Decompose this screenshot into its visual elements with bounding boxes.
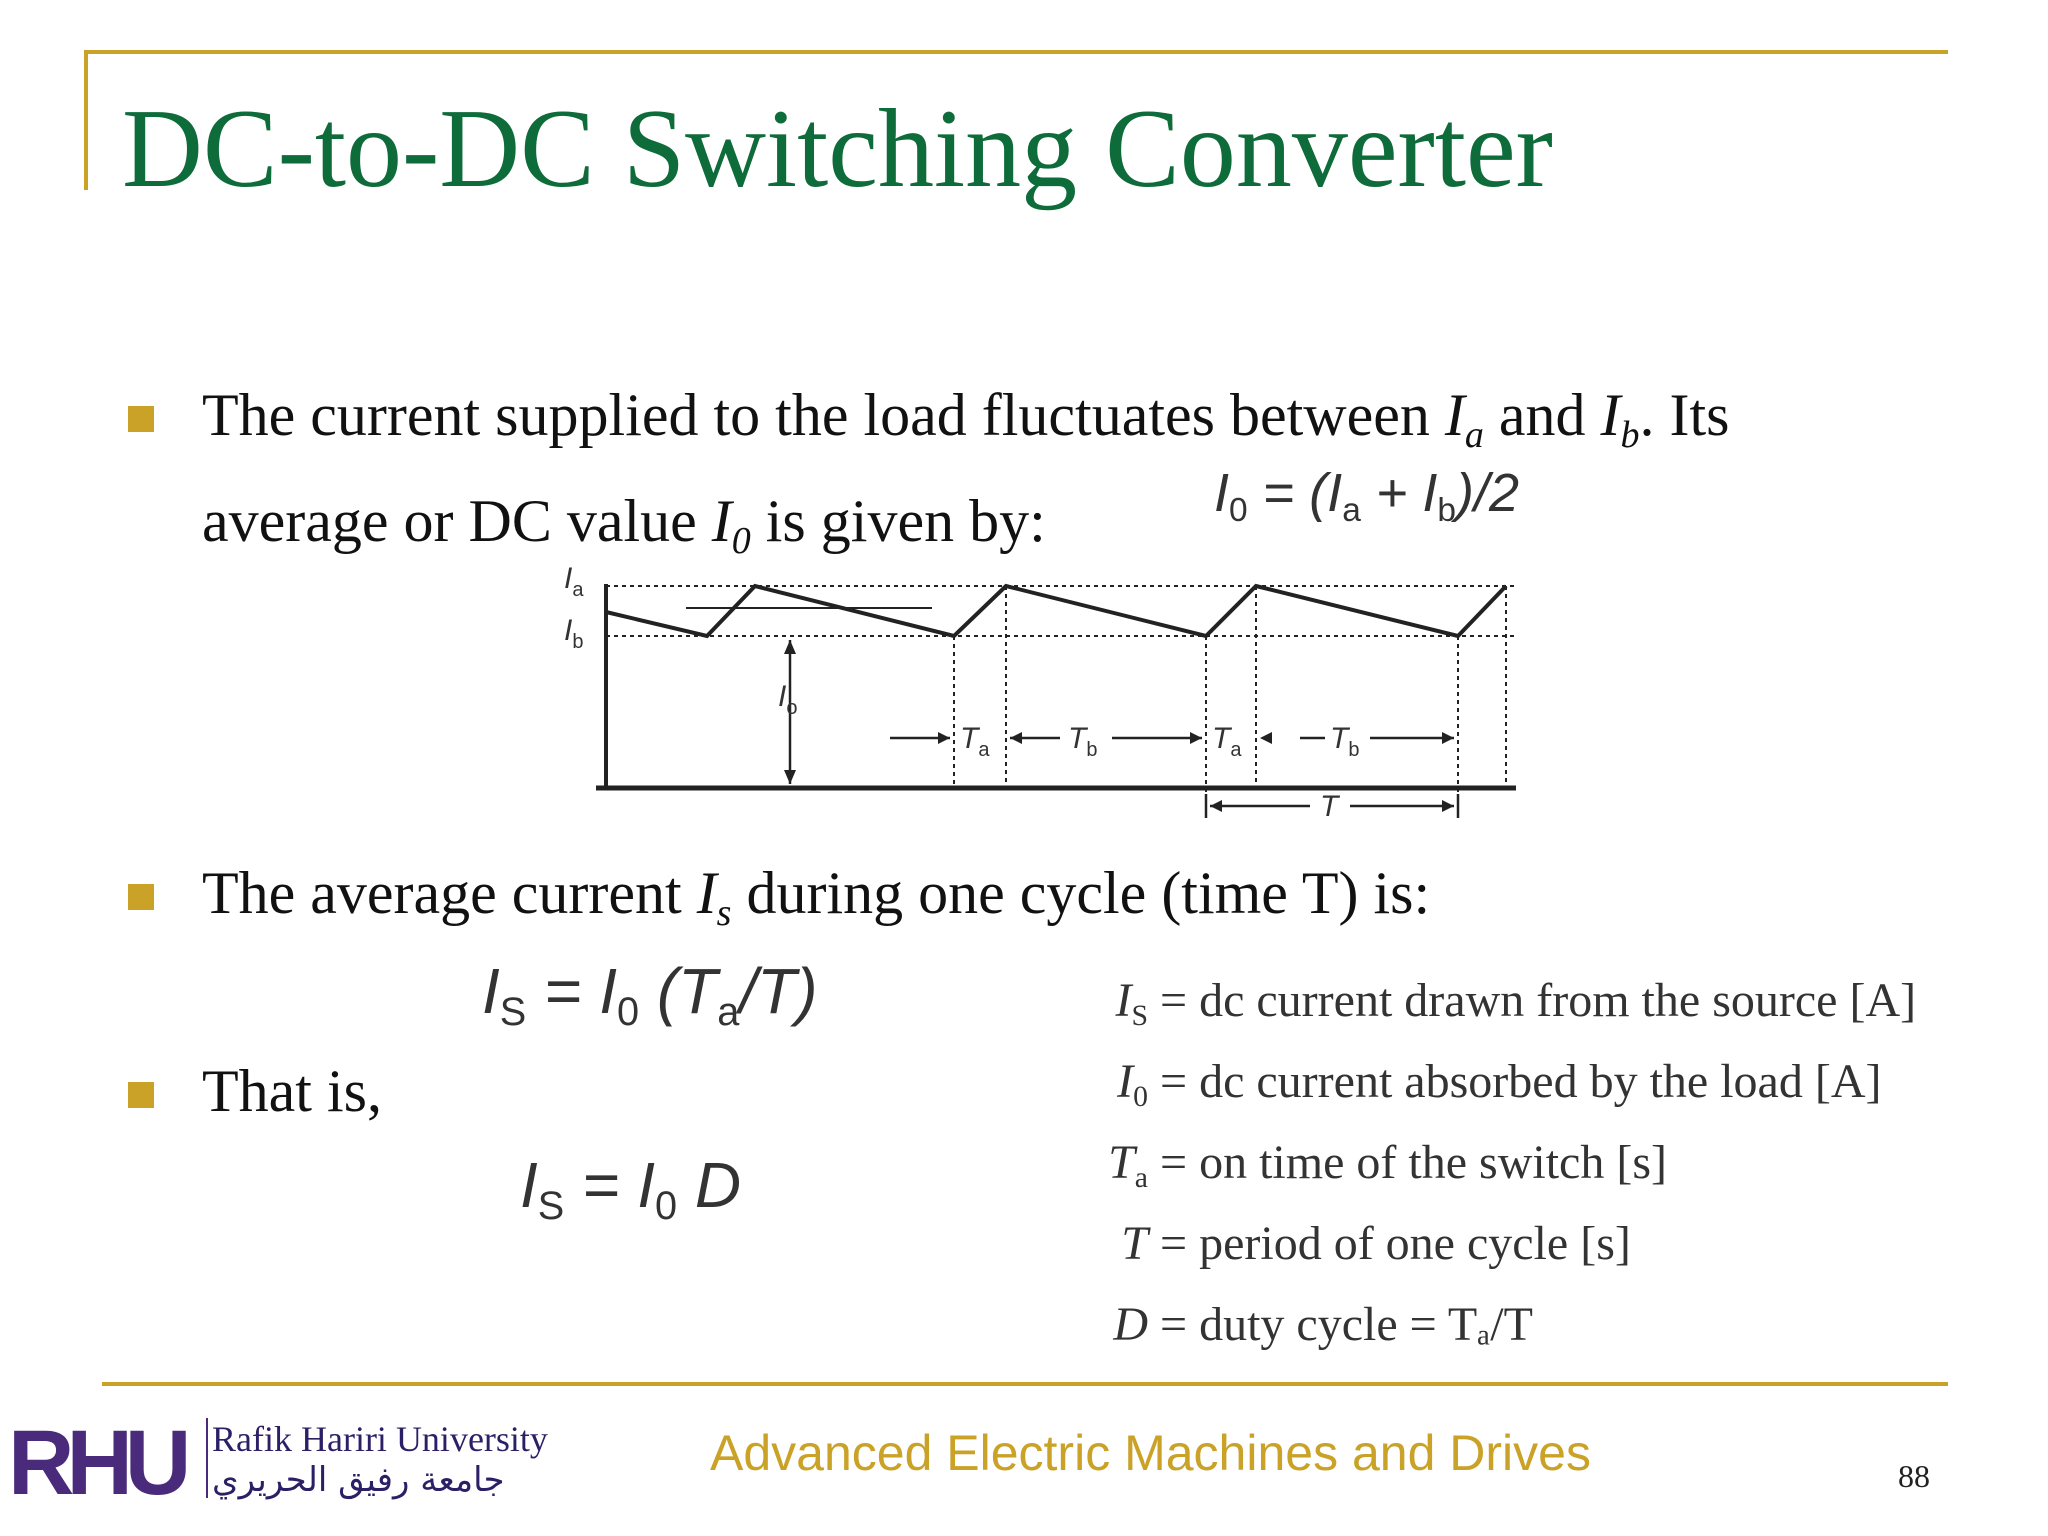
bullet-marker [128,1082,154,1108]
bullet-1-text: The current supplied to the load fluctuates between $I_a$ and $I_b$. Its average or DC value $I_0$ is given by: [202,382,1730,562]
label-tb-1: $T_b$ [1068,722,1098,761]
bottom-rule [102,1382,1948,1386]
io-arrowhead-up [784,640,796,654]
definition-symbol: T [1121,1216,1148,1270]
rhu-logo [8,1418,208,1504]
tb-arrowhead-1a [1010,732,1022,744]
bullet-marker [128,406,154,432]
label-period: T [1320,790,1339,823]
bullet-2-text: The average current $I_s$ during one cycle (time T) is: [202,860,1431,934]
definition-item: T = period of one cycle [s] [1084,1211,1916,1292]
university-name-ar: جامعة رفيق الحريري [212,1460,505,1500]
definition-symbol: I0 [1117,1054,1148,1113]
label-io: $I_o$ [778,680,798,719]
bullet-marker [128,884,154,910]
top-rule [84,50,1948,54]
logo-divider [206,1418,208,1498]
bullet-3-text: That is, [202,1058,382,1124]
slide-title: DC-to-DC Switching Converter [122,87,1553,211]
io-arrowhead-down [784,770,796,784]
symbol-definitions [1084,968,1916,1373]
formula-source-current: IS = I0 (Ta/T) [482,955,818,1034]
label-tb-2: $T_b$ [1330,722,1360,761]
tb-arrowhead-2b [1442,732,1454,744]
current-waveform-diagram [540,556,1540,846]
course-title: Advanced Electric Machines and Drives [710,1425,1591,1481]
ta-arrowhead-1 [938,732,950,744]
label-ia: $I_a$ [564,562,584,601]
label-ib: $I_b$ [564,614,584,653]
definition-symbol: Ta [1108,1135,1148,1194]
definition-item: D = duty cycle = Tₐ/T [1084,1292,1916,1373]
top-rule-left [84,50,88,190]
period-arrowhead-right [1442,800,1454,812]
formula-duty-cycle: IS = I0 D [520,1149,742,1228]
university-name-en: Rafik Hariri University [212,1419,548,1459]
definition-item: Ta = on time of the switch [s] [1084,1130,1916,1211]
definition-symbol: IS [1115,974,1148,1032]
page-number: 88 [1898,1458,1930,1494]
tb-arrowhead-1b [1190,732,1202,744]
definition-item: I0 = dc current absorbed by the load [A] [1084,1049,1916,1130]
definition-symbol: D [1113,1297,1148,1351]
current-sawtooth [606,586,1506,636]
label-ta-1: $T_a$ [960,722,990,761]
formula-average-current: I0 = (Ia + Ib)/2 [1214,463,1520,530]
label-ta-2: $T_a$ [1212,722,1242,761]
svg-text:RHU: RHU [8,1418,184,1504]
period-arrowhead-left [1210,800,1222,812]
definition-item: IS = dc current drawn from the source [A] [1084,968,1916,1049]
tb-arrowhead-2a [1260,732,1272,744]
